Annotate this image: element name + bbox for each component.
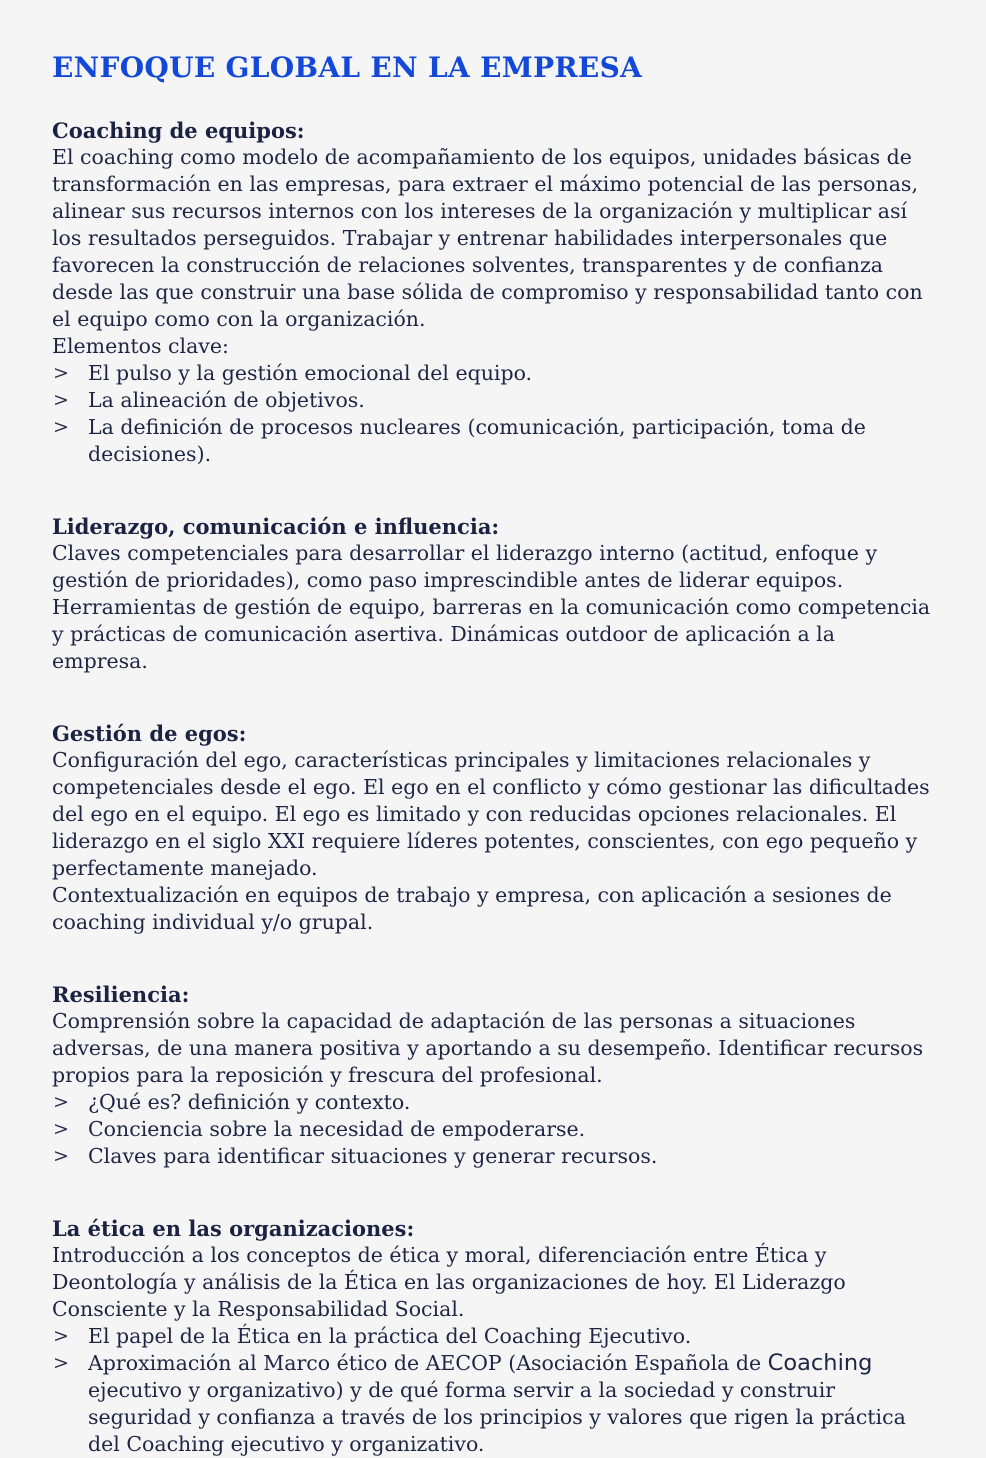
list-item (52, 1116, 936, 1143)
section-heading: Gestión de egos: (52, 721, 247, 746)
section-paragraph: Contextualización en equipos de trabajo y empresa, con aplicación a sesiones de coaching individual y/o grupal. (52, 883, 892, 934)
section-paragraph: Comprensión sobre la capacidad de adaptación de las personas a situaciones adversas, de una manera positiva y aportando a su desempeño. Identificar recursos propios para la reposición y frescura del profesional. (52, 1009, 924, 1087)
list-item (52, 1323, 936, 1350)
section-liderazgo-comunicacion-influencia (52, 513, 936, 675)
bullet-list (52, 1089, 936, 1170)
section-paragraph: Configuración del ego, características principales y limitaciones relacionales y competenciales desde el ego. El ego en el conflicto y cómo gestionar las dificultades del ego en el equipo. El ego es limitado y con reducidas opciones relacionales. El liderazgo en el siglo XXI requiere líderes potentes, conscientes, con ego pequeño y perfectamente manejado. (52, 748, 930, 880)
bullet-text-highlight: Coaching (767, 1350, 873, 1376)
bullet-text: La alineación de objetivos. (88, 388, 365, 412)
bullet-marker-icon: > (53, 389, 69, 411)
bullet-text-suffix: ejecutivo y organizativo) y de qué forma servir a la sociedad y construir seguridad y confianza a través de los principios y valores que rigen la práctica del Coaching ejecutivo y organizativo. (88, 1378, 906, 1456)
bullet-marker-icon: > (53, 1091, 69, 1113)
section-paragraph: El coaching como modelo de acompañamiento de los equipos, unidades básicas de transformación en las empresas, para extraer el máximo potencial de las personas, alinear sus recursos internos con los intereses de la organización y multiplicar así los resultados perseguidos. Trabajar y entrenar habilidades interpersonales que favorecen la construcción de relaciones solventes, transparentes y de confianza desde las que construir una base sólida de compromiso y responsabilidad tanto con el equipo como con la organización. (52, 145, 923, 331)
bullet-text (88, 1351, 906, 1456)
bullet-text: La definición de procesos nucleares (comunicación, participación, toma de decisiones). (88, 415, 866, 466)
bullet-marker-icon: > (53, 1145, 69, 1167)
bullet-marker-icon: > (53, 1325, 69, 1347)
bullet-marker-icon: > (53, 1352, 69, 1374)
list-item (52, 414, 936, 468)
page-title: ENFOQUE GLOBAL EN LA EMPRESA (52, 51, 643, 84)
bullet-text: El papel de la Ética en la práctica del Coaching Ejecutivo. (88, 1324, 692, 1348)
bullet-text: Conciencia sobre la necesidad de empoderarse. (88, 1117, 586, 1141)
bullet-marker-icon: > (53, 416, 69, 438)
section-heading: La ética en las organizaciones: (52, 1216, 415, 1241)
list-item (52, 387, 936, 414)
bullet-marker-icon: > (53, 1118, 69, 1140)
bullet-text-prefix: Aproximación al Marco ético de AECOP (Asociación Española de (88, 1351, 768, 1375)
list-item (52, 1143, 936, 1170)
section-heading: Resiliencia: (52, 982, 190, 1007)
bullet-list (52, 1323, 936, 1458)
section-paragraph: Elementos clave: (52, 334, 229, 358)
bullet-marker-icon: > (53, 362, 69, 384)
section-resiliencia (52, 981, 936, 1170)
bullet-text: Claves para identificar situaciones y generar recursos. (88, 1144, 658, 1168)
section-paragraph: Claves competenciales para desarrollar el liderazgo interno (actitud, enfoque y gestión de prioridades), como paso imprescindible antes de liderar equipos. Herramientas de gestión de equipo, barreras en la comunicación como competencia y prácticas de comunicación asertiva. Dinámicas outdoor de aplicación a la empresa. (52, 541, 931, 673)
list-item (52, 360, 936, 387)
bullet-list (52, 360, 936, 468)
section-heading: Coaching de equipos: (52, 118, 305, 143)
bullet-text: El pulso y la gestión emocional del equipo. (88, 361, 533, 385)
section-coaching-de-equipos (52, 117, 936, 468)
section-etica-en-las-organizaciones (52, 1215, 936, 1458)
section-gestion-de-egos (52, 720, 936, 936)
section-heading: Liderazgo, comunicación e influencia: (52, 514, 500, 539)
list-item (52, 1350, 936, 1458)
list-item (52, 1089, 936, 1116)
section-paragraph: Introducción a los conceptos de ética y moral, diferenciación entre Ética y Deontología y análisis de la Ética en las organizaciones de hoy. El Liderazgo Consciente y la Responsabilidad Social. (52, 1243, 846, 1321)
bullet-text: ¿Qué es? definición y contexto. (88, 1090, 411, 1114)
